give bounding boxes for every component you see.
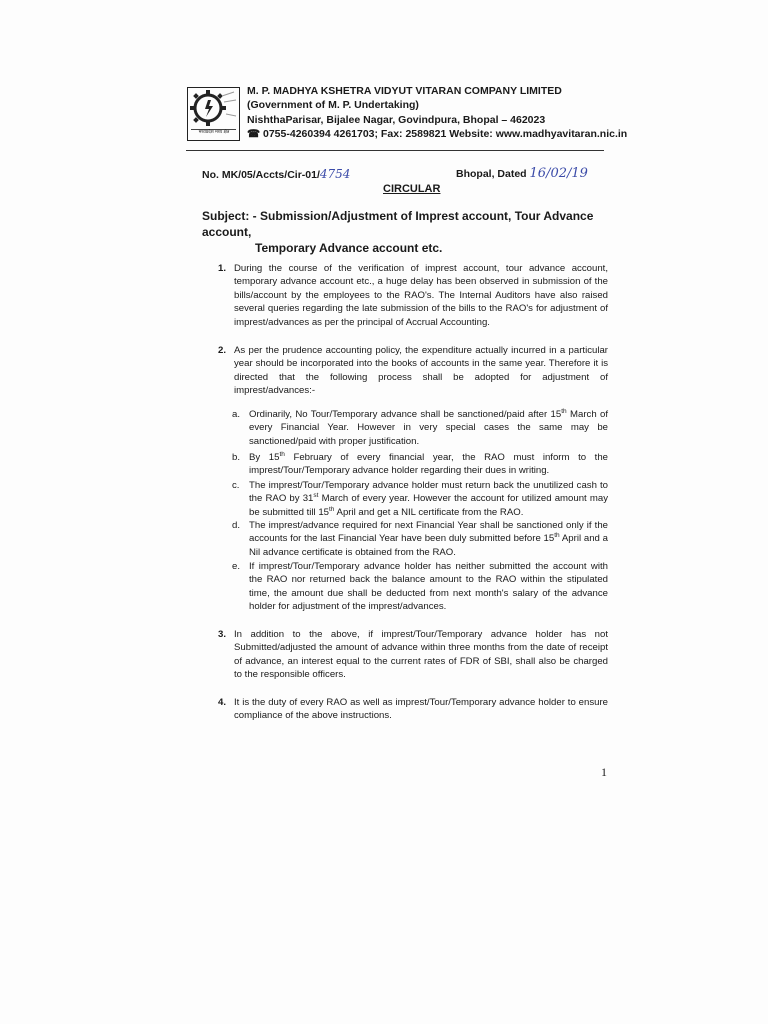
subitem-d xyxy=(232,519,608,559)
paragraph-number: 2. xyxy=(218,345,227,356)
paragraph-2 xyxy=(218,344,608,398)
subject xyxy=(202,208,612,256)
paragraph-number: 1. xyxy=(218,263,227,274)
subitem-text: By 15 xyxy=(249,452,280,463)
subitem-letter: a. xyxy=(232,409,241,420)
ordinal-suffix: th xyxy=(554,532,560,540)
paragraph-text: It is the duty of every RAO as well as imprest/Tour/Temporary advance holder to ensure compliance of the above instructions. xyxy=(234,697,608,722)
circular-title: CIRCULAR xyxy=(383,183,441,195)
subitem-text: April and a Nil advance certificate is obtained from the RAO. xyxy=(249,533,608,558)
subitem-a xyxy=(232,408,608,448)
dated-line xyxy=(456,166,588,181)
reference-prefix: No. MK/05/Accts/Cir-01/ xyxy=(202,169,320,181)
letterhead xyxy=(247,84,627,142)
paragraph-text: During the course of the verification of imprest account, tour advance account, temporary advance account etc., a huge delay has been observed in submission of the bills/account by the employees to the RAO's. The Internal Auditors have also raised several queries regarding the late submission of the bills to the RAO's for adjustment of imprest/advances as per the principal of Accrual Accounting. xyxy=(234,263,608,328)
paragraph-text: In addition to the above, if imprest/Tour/Temporary advance holder has not Submitted/adjusted the amount of advance within three months from the date of receipt of advance, an interest equal to the current rates of FDR of SBI, shall also be charged to the responsible officers. xyxy=(234,629,608,681)
paragraph-1 xyxy=(218,262,608,329)
subject-line-2: Temporary Advance account etc. xyxy=(255,241,443,255)
subitem-text: February of every financial year, the RAO must inform to the imprest/Tour/Temporary advance holder regarding their dues in writing. xyxy=(249,452,608,477)
logo-caption: मध्यप्रदेश मध्य क्षेत्र xyxy=(198,130,230,135)
paragraph-number: 3. xyxy=(218,629,227,640)
paragraph-number: 4. xyxy=(218,697,227,708)
company-logo xyxy=(187,87,240,141)
subitem-e xyxy=(232,560,608,614)
paragraph-3 xyxy=(218,628,608,682)
subitem-text: March of every year. However the account for utilized amount may be submitted till 15 xyxy=(249,493,608,518)
subitem-text: If imprest/Tour/Temporary advance holder has neither submitted the account with the RAO nor returned back the balance amount to the RAO within the stipulated time, the amount due shall be deducted from next month's salary of the advance holder for adjustment of the imprest/advances. xyxy=(249,561,608,613)
ordinal-suffix: th xyxy=(279,450,285,458)
subitem-text: March of every Financial Year. However in very special cases the same may be sanctioned/paid with proper justification. xyxy=(249,409,608,447)
header-divider xyxy=(186,150,604,151)
subitem-letter: d. xyxy=(232,520,241,531)
government-line: (Government of M. P. Undertaking) xyxy=(247,99,419,112)
subitem-letter: c. xyxy=(232,480,240,491)
handwritten-number: 4754 xyxy=(319,167,351,181)
paragraph-text: As per the prudence accounting policy, the expenditure actually incurred in a particular year should be incorporated into the books of accounts in the same year. Therefore it is directed that the following process shall be adopted for adjustment of imprest/advances:- xyxy=(234,345,608,397)
subitem-text: April and get a NIL certificate from the RAO. xyxy=(334,506,524,518)
company-contact: ☎ 0755-4260394 4261703; Fax: 2589821 Website: www.madhyavitaran.nic.in xyxy=(247,128,628,141)
subitem-text: The imprest/Tour/Temporary advance holder must return back the unutilized cash to the RAO by 31 xyxy=(249,480,608,505)
company-address: NishthaParisar, Bijalee Nagar, Govindpura, Bhopal – 462023 xyxy=(247,113,546,126)
paragraph-4 xyxy=(218,696,608,723)
dated-label: Bhopal, Dated xyxy=(456,168,527,180)
subitem-text: Ordinarily, No Tour/Temporary advance shall be sanctioned/paid after 15 xyxy=(249,409,562,420)
ordinal-suffix: th xyxy=(561,407,567,415)
ordinal-suffix: st xyxy=(313,492,319,500)
subitem-letter: b. xyxy=(232,452,241,463)
handwritten-date: 16/02/19 xyxy=(529,166,588,181)
subitem-letter: e. xyxy=(232,561,241,572)
subitem-b xyxy=(232,451,608,478)
subitem-text: The imprest/advance required for next Financial Year shall be sanctioned only if the accounts for the last Financial Year have been duly submitted before 15 xyxy=(249,520,608,545)
subitem-c xyxy=(232,479,608,519)
subject-line-1: Subject: - Submission/Adjustment of Imprest account, Tour Advance account, xyxy=(202,209,594,239)
page-number: 1 xyxy=(601,765,607,779)
company-name: M. P. MADHYA KSHETRA VIDYUT VITARAN COMPANY LIMITED xyxy=(247,85,562,97)
reference-number xyxy=(202,167,350,181)
ordinal-suffix: th xyxy=(329,505,335,513)
